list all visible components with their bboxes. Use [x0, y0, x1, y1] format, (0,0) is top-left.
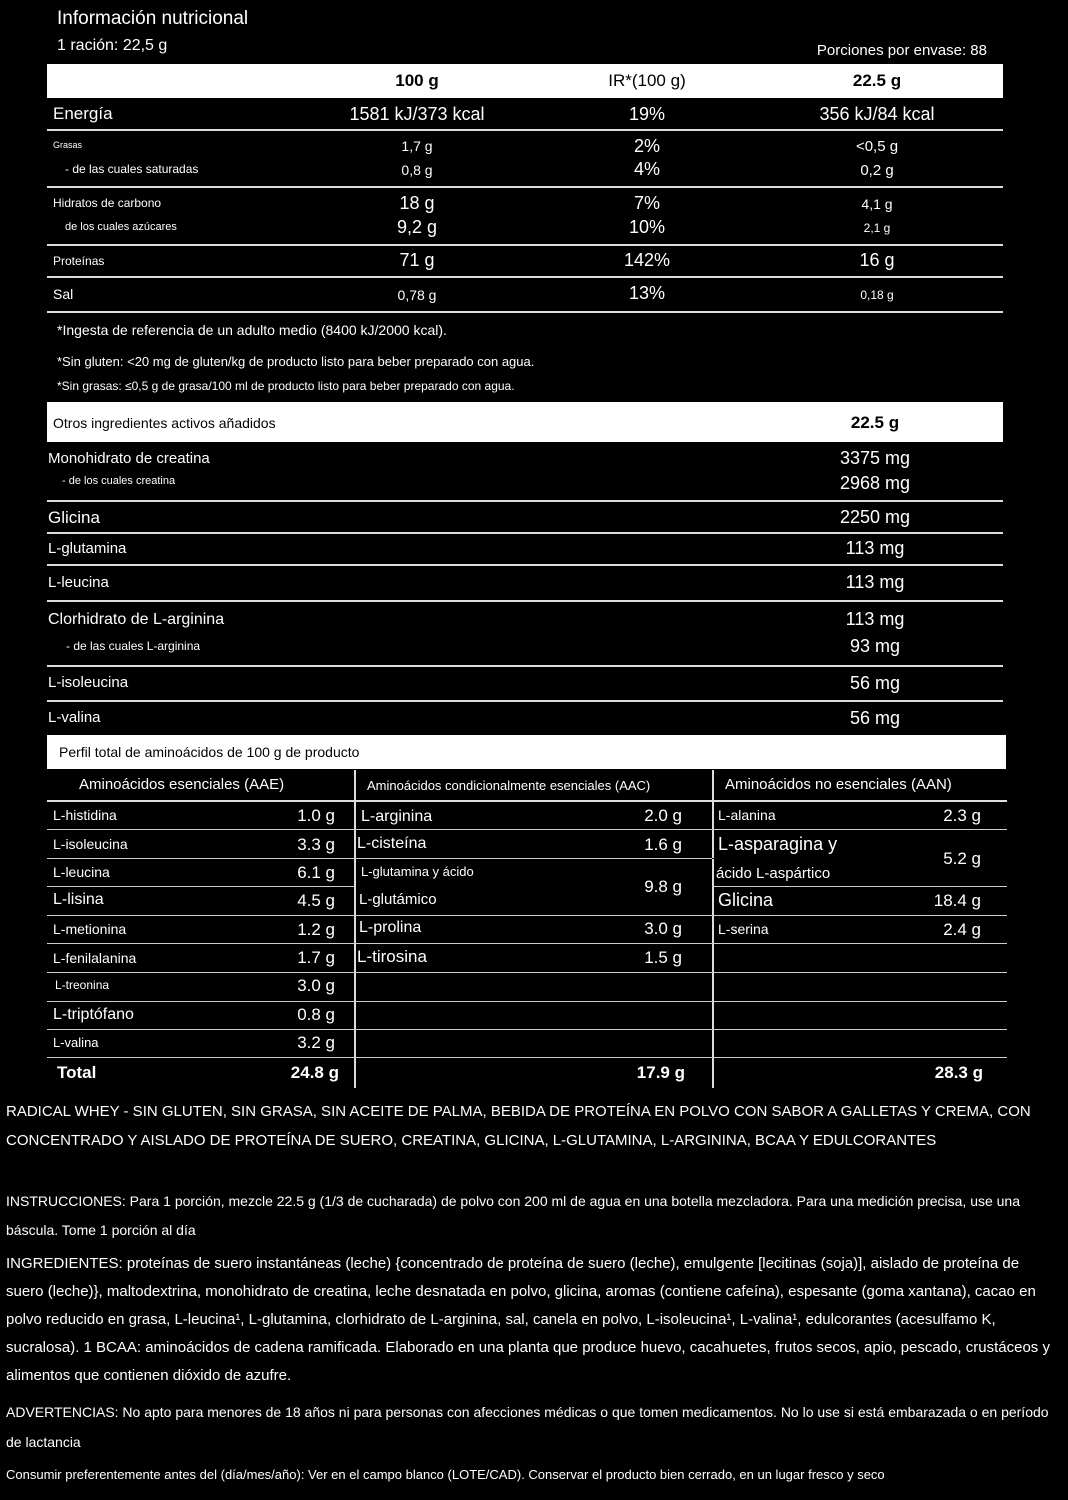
amino-conditional-value: 2.0 g — [644, 806, 682, 825]
col-serving-header: 22.5 g — [852, 71, 902, 90]
amino-essential-name: L-fenilalanina — [53, 950, 137, 966]
row-per100: 18 g — [399, 193, 435, 213]
row-ri: 10% — [628, 217, 666, 237]
amino-nonessential-value: 2.4 g — [943, 920, 981, 939]
row-ri: 13% — [628, 283, 666, 303]
active-row-label: L-leucina — [48, 574, 109, 591]
amino-nonessential-name: L-alanina — [718, 807, 776, 823]
amino-total-essential: 24.8 g — [290, 1063, 339, 1082]
amino-essential-value: 6.1 g — [297, 863, 335, 882]
amino-title-bar — [47, 735, 1006, 769]
row-per100: 1,7 g — [401, 138, 433, 154]
amino-conditional-value: 3.0 g — [644, 919, 682, 938]
amino-total-nonessential: 28.3 g — [934, 1063, 983, 1082]
divider — [47, 700, 1003, 702]
active-row-value: 56 mg — [849, 673, 901, 693]
amino-nonessential-value: 5.2 g — [943, 849, 981, 868]
active-row-value: 56 mg — [849, 708, 901, 728]
amino-nonessential-name: L-asparagina y — [718, 834, 838, 854]
amino-nonessential-name: Glicina — [718, 890, 774, 910]
servings-per-container: Porciones por envase: 88 — [816, 42, 987, 59]
col-ri-header: IR*(100 g) — [608, 71, 686, 90]
active-row-label: Glicina — [48, 508, 100, 527]
amino-conditional-value: 1.5 g — [644, 948, 682, 967]
amino-conditional-name: L-cisteína — [357, 835, 427, 852]
amino-essential-name: L-treonina — [55, 978, 110, 992]
divider — [47, 829, 1007, 830]
product-description: RADICAL WHEY - SIN GLUTEN, SIN GRASA, SIN ACEITE DE PALMA, BEBIDA DE PROTEÍNA EN POLVO CON SABOR A GALLETAS Y CREMA, CON CONCENTRADO Y AISLADO DE PROTEÍNA DE SUERO, CREATINA, GLICINA, L-GLUTAMINA, L-ARGININA, BCAA Y EDULCORANTES — [6, 1103, 1031, 1149]
amino-conditional-value: 9.8 g — [644, 877, 682, 896]
row-ri: 2% — [633, 136, 660, 156]
amino-conditional-name: L-prolina — [359, 919, 422, 936]
row-ri: 142% — [623, 250, 671, 270]
amino-nonessential-value: 18.4 g — [933, 891, 981, 910]
row-serving: 0,18 g — [860, 288, 894, 302]
amino-nonessential-name: L-serina — [718, 921, 769, 937]
divider — [47, 311, 1003, 313]
nutrition-row-fat — [47, 134, 1003, 184]
col-per100-header: 100 g — [395, 71, 439, 90]
warnings: ADVERTENCIAS: No apto para menores de 18 años ni para personas con afecciones médicas o que tomen medicamentos. No lo use si está embarazada o en período de lactancia — [6, 1404, 1049, 1450]
row-serving: 4,1 g — [861, 196, 893, 212]
divider — [47, 665, 1003, 667]
divider — [47, 244, 1003, 246]
amino-nonessential-name2: ácido L-aspártico — [716, 865, 831, 882]
amino-table — [47, 770, 1007, 1088]
amino-essential-value: 1.7 g — [297, 948, 335, 967]
divider — [47, 276, 1003, 278]
amino-essential-value: 1.2 g — [297, 920, 335, 939]
active-row-label: L-glutamina — [48, 540, 127, 557]
storage: Consumir preferentemente antes del (día/mes/año): Ver en el campo blanco (LOTE/CAD). Conservar el producto bien cerrado, en un lugar fresco y seco — [6, 1467, 885, 1482]
amino-conditional-name: L-glutamina y ácido — [361, 864, 474, 879]
divider — [47, 1057, 1007, 1058]
row-serving: 2,1 g — [863, 221, 891, 235]
row-per100: 1581 kJ/373 kcal — [349, 104, 485, 124]
divider — [47, 129, 1003, 131]
active-header-col: 22.5 g — [850, 413, 900, 432]
page-title: Información nutricional — [57, 8, 249, 29]
row-label: de los cuales azúcares — [65, 221, 177, 233]
amino-essential-value: 4.5 g — [297, 891, 335, 910]
divider — [47, 532, 1003, 534]
amino-essential-value: 1.0 g — [297, 806, 335, 825]
row-label: Energía — [53, 104, 113, 123]
amino-essential-name: L-valina — [53, 1035, 99, 1050]
row-serving: 0,2 g — [860, 162, 894, 179]
divider — [47, 972, 1007, 973]
amino-total-label: Total — [57, 1063, 97, 1082]
amino-essential-name: L-lisina — [53, 891, 104, 908]
active-row-value: 113 mg — [845, 609, 905, 629]
divider — [47, 800, 1007, 802]
ingredients: INGREDIENTES: proteínas de suero instantáneas (leche) {concentrado de proteína de suero (leche), emulgente [lecitinas (soja)], aislado de proteína de suero (leche)}, maltodextrina, monohidrato de creatina, leche desnatada en polvo, glicina, aromas (contiene cafeína), espesante (goma xantana), cacao en polvo reducido en grasa, L-leucina¹, L-glutamina, clorhidrato de L-arginina, sal, canela en polvo, L-isoleucina¹, L-valina¹, edulcorantes (acesulfamo K, sucralosa). 1 BCAA: aminoácidos de cadena ramificada. Elaborado en una planta que produce huevo, cacahuetes, frutos secos, apio, pescado, crustáceos y alimentos que contienen dióxido de azufre. — [6, 1255, 1050, 1384]
amino-essential-name: L-isoleucina — [53, 836, 128, 852]
amino-essential-name: L-leucina — [53, 864, 110, 880]
divider — [712, 886, 1007, 887]
divider — [47, 1001, 1007, 1002]
row-per100: 0,78 g — [397, 287, 437, 303]
row-serving: <0,5 g — [855, 138, 899, 155]
amino-essential-value: 3.3 g — [297, 835, 335, 854]
serving-size: 1 ración: 22,5 g — [57, 37, 168, 54]
amino-essential-value: 3.0 g — [297, 976, 335, 995]
amino-essential-name: L-metionina — [53, 921, 127, 937]
row-label: Proteínas — [53, 254, 105, 268]
active-row-value: 113 mg — [845, 538, 905, 558]
nutrition-row-energy — [47, 100, 1003, 130]
row-label: Sal — [53, 286, 74, 302]
divider — [354, 858, 712, 859]
divider — [47, 186, 1003, 188]
nutrition-row-salt — [47, 280, 1003, 308]
amino-header-essential: Aminoácidos esenciales (AAE) — [79, 776, 285, 793]
row-label: Hidratos de carbono — [53, 196, 162, 210]
row-serving: 356 kJ/84 kcal — [819, 104, 935, 124]
amino-title: Perfil total de aminoácidos de 100 g de producto — [59, 744, 360, 760]
active-row-value: 2968 mg — [839, 473, 911, 493]
nutrition-row-carbs — [47, 190, 1003, 240]
active-row-label: - de las cuales L-arginina — [66, 639, 201, 653]
active-header-bar — [47, 402, 1003, 442]
row-label: - de las cuales saturadas — [65, 162, 199, 176]
active-row-label: L-valina — [48, 709, 101, 726]
amino-header-nonessential: Aminoácidos no esenciales (AAN) — [725, 776, 952, 793]
amino-conditional-name: L-arginina — [361, 808, 433, 825]
nutrition-row-protein — [47, 248, 1003, 276]
divider — [47, 858, 354, 859]
divider — [47, 500, 1003, 502]
divider — [47, 886, 354, 887]
row-label: Grasas — [53, 140, 83, 150]
amino-conditional-name: L-tirosina — [357, 947, 427, 966]
amino-essential-name: L-triptófano — [53, 1006, 134, 1023]
divider — [354, 915, 1007, 916]
divider — [47, 564, 1003, 566]
fat-note: *Sin grasas: ≤0,5 g de grasa/100 ml de producto listo para beber preparado con agua. — [57, 379, 515, 393]
amino-nonessential-value: 2.3 g — [943, 806, 981, 825]
col-divider — [354, 770, 356, 1088]
divider — [47, 600, 1003, 602]
amino-essential-value: 3.2 g — [297, 1033, 335, 1052]
amino-total-conditional: 17.9 g — [636, 1063, 685, 1082]
row-ri: 19% — [628, 104, 666, 124]
instructions: INSTRUCCIONES: Para 1 porción, mezcle 22.5 g (1/3 de cucharada) de polvo con 200 ml de agua en una botella mezcladora. Para una medición precisa, use una báscula. Tome 1 porción al día — [6, 1193, 1021, 1238]
active-row-label: Clorhidrato de L-arginina — [48, 611, 225, 628]
divider — [47, 1029, 1007, 1030]
nutrition-header-bar — [47, 64, 1003, 98]
row-per100: 9,2 g — [396, 217, 438, 237]
active-row-value: 113 mg — [845, 572, 905, 592]
row-per100: 0,8 g — [401, 162, 433, 178]
row-per100: 71 g — [399, 250, 435, 270]
active-header-label: Otros ingredientes activos añadidos — [53, 415, 276, 431]
amino-header-conditional: Aminoácidos condicionalmente esenciales (AAC) — [367, 778, 651, 793]
active-row-value: 93 mg — [849, 636, 901, 656]
divider — [47, 915, 354, 916]
gluten-note: *Sin gluten: <20 mg de gluten/kg de producto listo para beber preparado con agua. — [57, 354, 535, 369]
amino-conditional-name2: L-glutámico — [359, 891, 437, 908]
active-row-label: - de los cuales creatina — [62, 475, 176, 487]
amino-essential-name: L-histidina — [53, 807, 117, 823]
active-row-label: Monohidrato de creatina — [48, 450, 210, 467]
col-divider — [712, 770, 714, 1088]
amino-conditional-value: 1.6 g — [644, 835, 682, 854]
divider — [47, 943, 1007, 944]
reference-intake-note: *Ingesta de referencia de un adulto medio (8400 kJ/2000 kcal). — [57, 322, 447, 338]
row-ri: 4% — [633, 159, 660, 179]
row-serving: 16 g — [859, 250, 895, 270]
active-row-label: L-isoleucina — [48, 674, 129, 691]
active-row-value: 3375 mg — [839, 448, 911, 468]
row-ri: 7% — [633, 193, 660, 213]
amino-essential-value: 0.8 g — [297, 1005, 335, 1024]
active-row-value: 2250 mg — [839, 507, 911, 527]
